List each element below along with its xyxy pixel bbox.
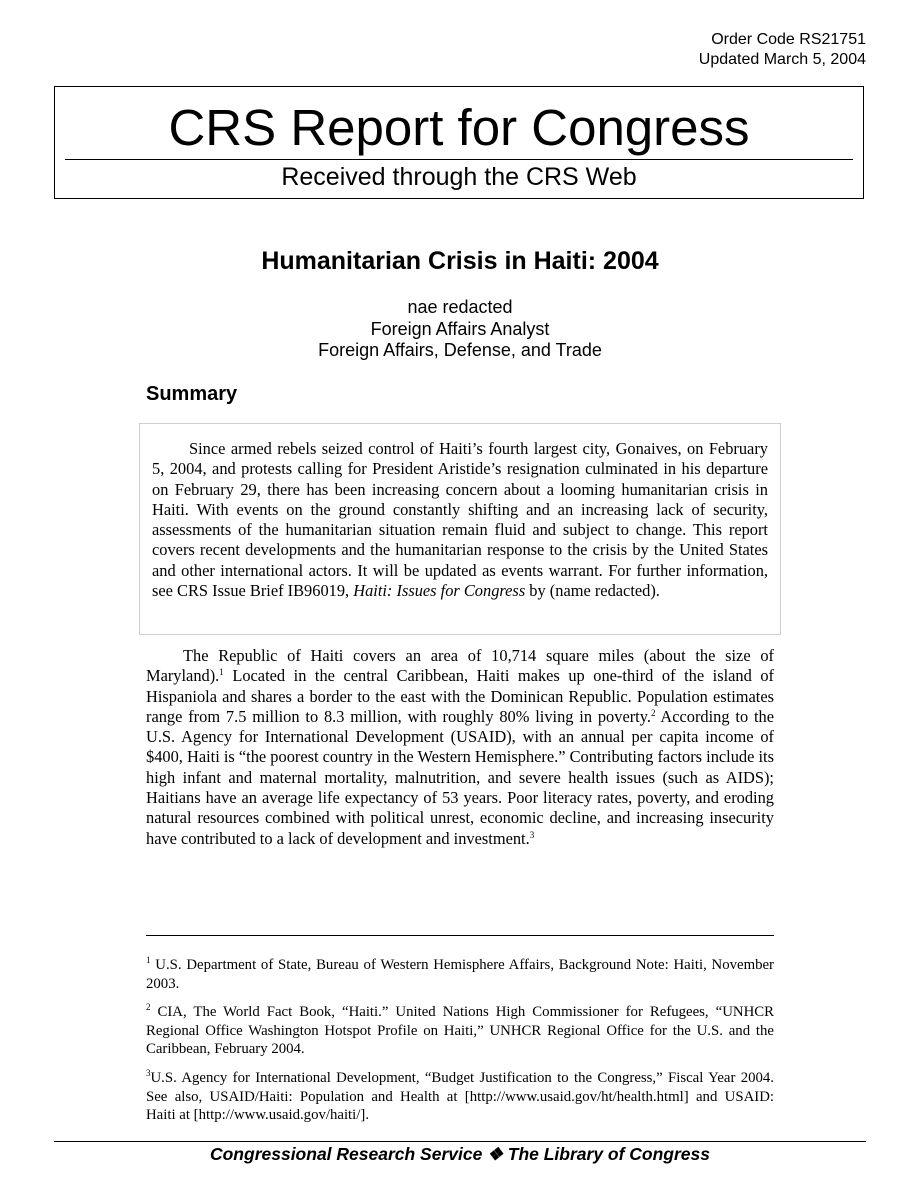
order-code-block [699,30,866,70]
body-section [146,646,774,849]
footnote-mark: 2 [146,1002,151,1013]
banner-divider [65,159,853,160]
body-text-part: According to the U.S. Agency for International Development (USAID), with an annual per capita income of $400, Haiti is “the poorest country in the Western Hemisphere.” Contributing factors include its high infant and maternal mortality, malnutrition, and severe health issues (such as AIDS); Haitians have an average life expectancy of 53 years. Poor literacy rates, poverty, and eroding natural resources combined with political unrest, economic decline, and increasing insecurity have contributed to a lack of development and investment. [146,706,774,848]
footer-text: Congressional Research Service ❖ The Library of Congress [209,1144,711,1164]
footnote-3 [146,1069,774,1125]
footnote-ref-2: 2 [650,707,656,718]
footnote-1 [146,956,774,993]
footnote-ref-3: 3 [529,829,535,840]
footnote-mark: 3 [146,1067,151,1078]
summary-box [139,423,781,635]
summary-heading: Summary [146,383,238,405]
body-text-part: The Republic of Haiti covers an area of 10,714 square miles (about the size of Maryland). [146,646,774,686]
footnote-ref-1: 1 [219,667,224,678]
document-title: Humanitarian Crisis in Haiti: 2004 [261,247,659,275]
summary-end: by (name redacted). [525,581,660,601]
footnote-divider [146,935,774,936]
order-code: Order Code RS21751 [711,31,866,48]
author-block [0,297,920,362]
issue-brief-title: Haiti: Issues for Congress [353,581,526,601]
author-division: Foreign Affairs, Defense, and Trade [318,340,602,360]
body-paragraph [146,646,774,849]
footnote-mark: 1 [146,955,151,965]
footnote-text: U.S. Agency for International Development, “Budget Justification to the Congress,” Fiscal Year 2004. See also, USAID/Haiti: Population and Health at [http://www.usaid.gov/ht/health.html] and USAID: Haiti at [http://www.usaid.gov/haiti/]. [146,1069,774,1124]
body-text-part: Located in the central Caribbean, Haiti makes up one-third of the island of Hispaniola and shares a border to the east with the Dominican Republic. Population estimates range from 7.5 million to 8.3 million, with roughly 80% living in poverty. [146,666,774,726]
updated-date: Updated March 5, 2004 [698,51,866,68]
footnotes [146,956,774,1135]
footnote-text: CIA, The World Fact Book, “Haiti.” United Nations High Commissioner for Refugees, “UNHCR Regional Office Washington Hotspot Profile on Haiti,” UNHCR Regional Office for the U.S. and the Caribbean, February 2004. [146,1004,774,1058]
summary-body: Since armed rebels seized control of Haiti’s fourth largest city, Gonaives, on February 5, 2004, and protests calling for President Aristide’s resignation culminated in his departure on February 29, there has been increasing concern about a looming humanitarian crisis in Haiti. With events on the ground constantly shifting and an increasing lack of security, assessments of the humanitarian situation remain fluid and subject to change. This report covers recent developments and the humanitarian response to the crisis by the United States and other international actors. It will be updated as events warrant. For further information, see CRS Issue Brief IB96019, [152,439,768,601]
footnote-2 [146,1003,774,1059]
footnote-text: U.S. Department of State, Bureau of Western Hemisphere Affairs, Background Note: Haiti, November 2003. [146,957,774,992]
banner-subtitle: Received through the CRS Web [281,163,637,191]
author-name: nae redacted [407,297,513,317]
summary-text [152,439,768,601]
author-role: Foreign Affairs Analyst [370,318,550,339]
banner-title: CRS Report for Congress [168,99,750,156]
footer-divider [54,1141,866,1142]
report-banner [54,86,864,199]
